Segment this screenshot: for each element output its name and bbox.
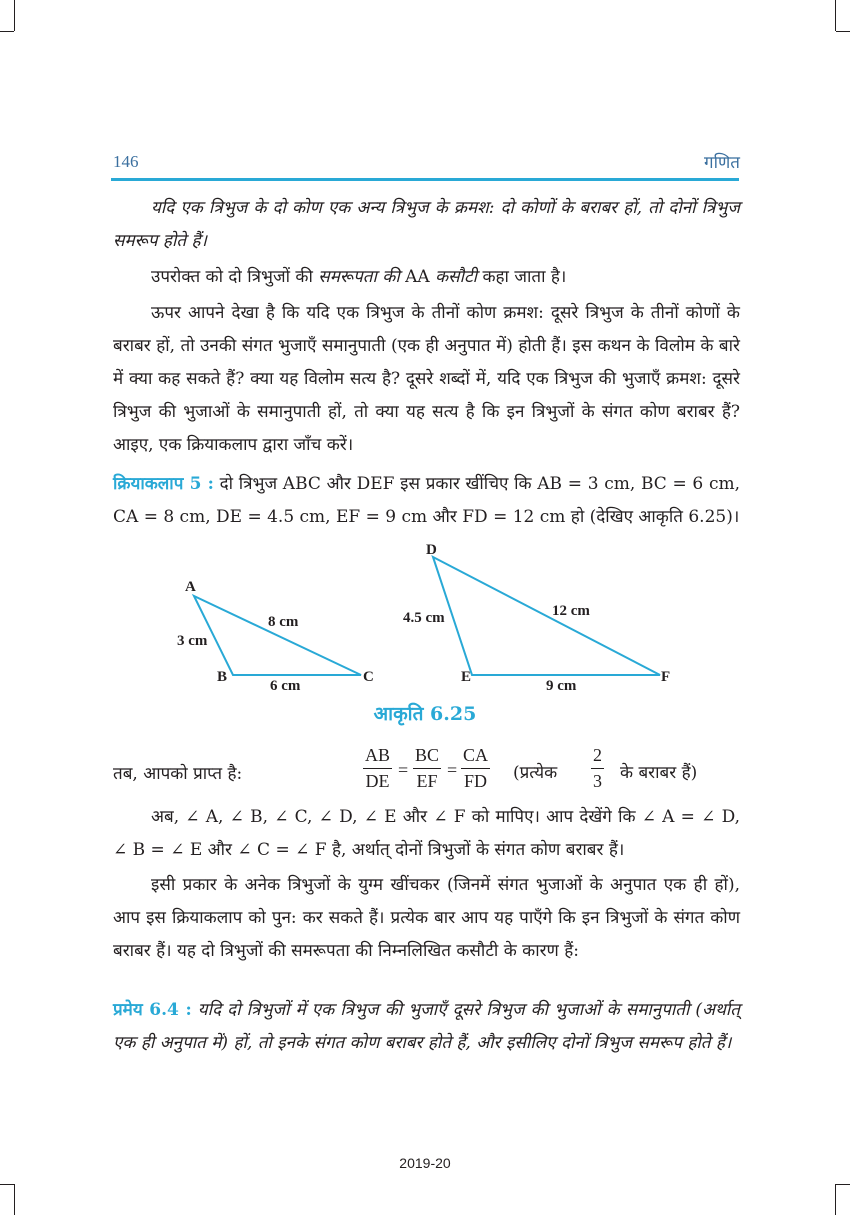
fraction-bar (461, 768, 490, 769)
side-fd-label: 12 cm (552, 603, 590, 619)
side-bc-label: 6 cm (270, 678, 301, 694)
fraction-bar (363, 768, 392, 769)
fraction-denominator: EF (416, 771, 438, 791)
statement-paragraph: यदि एक त्रिभुज के दो कोण एक अन्य त्रिभुज के क्रमश: दो कोणों के बराबर हों, तो दोनों त्रिभुज समरूप होते हैं। (113, 198, 740, 251)
fraction-numerator: CA (463, 745, 489, 765)
triangle-def-shape (433, 557, 660, 675)
vertex-e: E (461, 669, 472, 685)
subject-title: गणित (704, 153, 740, 173)
fraction-ca-fd (461, 745, 490, 792)
fraction-numerator: AB (365, 745, 391, 765)
fraction-two-thirds (591, 745, 604, 792)
triangle-abc (177, 579, 374, 694)
fraction-denominator: FD (464, 771, 488, 791)
theorem-paragraph (113, 994, 740, 1060)
fraction-ab-de (363, 745, 392, 792)
fraction-bar (591, 768, 604, 769)
figure-caption: आकृति 6.25 (373, 703, 477, 725)
theorem-text: यदि दो त्रिभुजों में एक त्रिभुज की भुजाएँ दूसरे त्रिभुज की भुजाओं के समानुपाती (अर्थात् एक ही अनुपात में) हों, तो इनके संगत कोण बराबर होते हैं, और इसीलिए दोनों त्रिभुज समरूप होते हैं। (113, 1000, 740, 1053)
ratio-note-before: (प्रत्येक (513, 763, 558, 783)
footer-year: 2019-20 (399, 1155, 451, 1171)
equals-sign: = (398, 760, 409, 780)
theorem-label: प्रमेय 6.4 : (113, 1000, 192, 1020)
angles-paragraph: अब, ∠ A, ∠ B, ∠ C, ∠ D, ∠ E और ∠ F को मापिए। आप देखेंगे कि ∠ A = ∠ D, ∠ B = ∠ E और ∠ C = ∠ F है, अर्थात् दोनों त्रिभुजों के संगत कोण बराबर हैं। (113, 807, 740, 860)
text-span: उपरोक्त को दो त्रिभुजों की (151, 267, 319, 287)
vertex-c: C (363, 669, 374, 685)
fraction-numerator: 2 (593, 745, 602, 765)
fraction-denominator: 3 (593, 771, 602, 791)
fraction-numerator: BC (415, 745, 440, 765)
fraction-denominator: DE (365, 771, 390, 791)
kasauti-term: कसौटी (435, 267, 478, 287)
crop-mark (0, 1184, 14, 1185)
activity-label: क्रियाकलाप 5 : (113, 474, 214, 494)
triangle-abc-shape (194, 596, 361, 675)
activity-text: दो त्रिभुज ABC और DEF इस प्रकार खींचिए कि AB = 3 cm, BC = 6 cm, CA = 8 cm, DE = 4.5 cm, EF = 9 cm और FD = 12 cm हो (देखिए आकृति 6.25)। (113, 474, 740, 527)
fraction-bc-ef (413, 745, 441, 792)
converse-paragraph: ऊपर आपने देखा है कि यदि एक त्रिभुज के तीनों कोण क्रमश: दूसरे त्रिभुज के तीनों कोणों के बराबर हों, तो उनकी संगत भुजाएँ समानुपाती (एक ही अनुपात में) होती हैं। इस कथन के विलोम के बारे में क्या कह सकते हैं? क्या यह विलोम सत्य है? दूसरे शब्दों में, यदि एक त्रिभुज की भुजाएँ क्रमश: दूसरे त्रिभुज की भुजाओं के समानुपाती हों, तो क्या यह सत्य है कि इन त्रिभुजों के संगत कोण बराबर हैं? आइए, एक क्रियाकलाप द्वारा जाँच करें। (113, 303, 740, 455)
pairs-paragraph: इसी प्रकार के अनेक त्रिभुजों के युग्म खींचकर (जिनमें संगत भुजाओं के अनुपात एक ही हों), आप इस क्रियाकलाप को पुन: कर सकते हैं। प्रत्येक बार आप यह पाएँगे कि इन त्रिभुजों के संगत कोण बराबर हैं। यह दो त्रिभुजों की समरूपता की निम्नलिखित कसौटी के कारण हैं: (113, 875, 740, 961)
vertex-d: D (426, 542, 437, 558)
crop-mark (14, 1184, 15, 1215)
vertex-b: B (217, 669, 228, 685)
ratio-intro: तब, आपको प्राप्त है: (113, 764, 243, 784)
equals-sign: = (447, 760, 458, 780)
triangle-def (403, 542, 670, 694)
crop-mark (836, 1184, 850, 1185)
ratio-note-after: के बराबर हैं) (620, 763, 698, 783)
crop-mark (835, 1184, 836, 1215)
side-ab-label: 3 cm (177, 633, 208, 649)
vertex-a: A (185, 579, 196, 595)
vertex-f: F (661, 669, 671, 685)
text-span: कहा जाता है। (477, 267, 567, 287)
side-ef-label: 9 cm (546, 678, 577, 694)
page-number: 146 (113, 152, 139, 171)
italic-term: समरूपता की (318, 267, 400, 287)
side-de-label: 4.5 cm (403, 610, 445, 626)
aa-text: AA (399, 267, 436, 287)
fraction-bar (413, 768, 441, 769)
side-ca-label: 8 cm (268, 614, 299, 630)
